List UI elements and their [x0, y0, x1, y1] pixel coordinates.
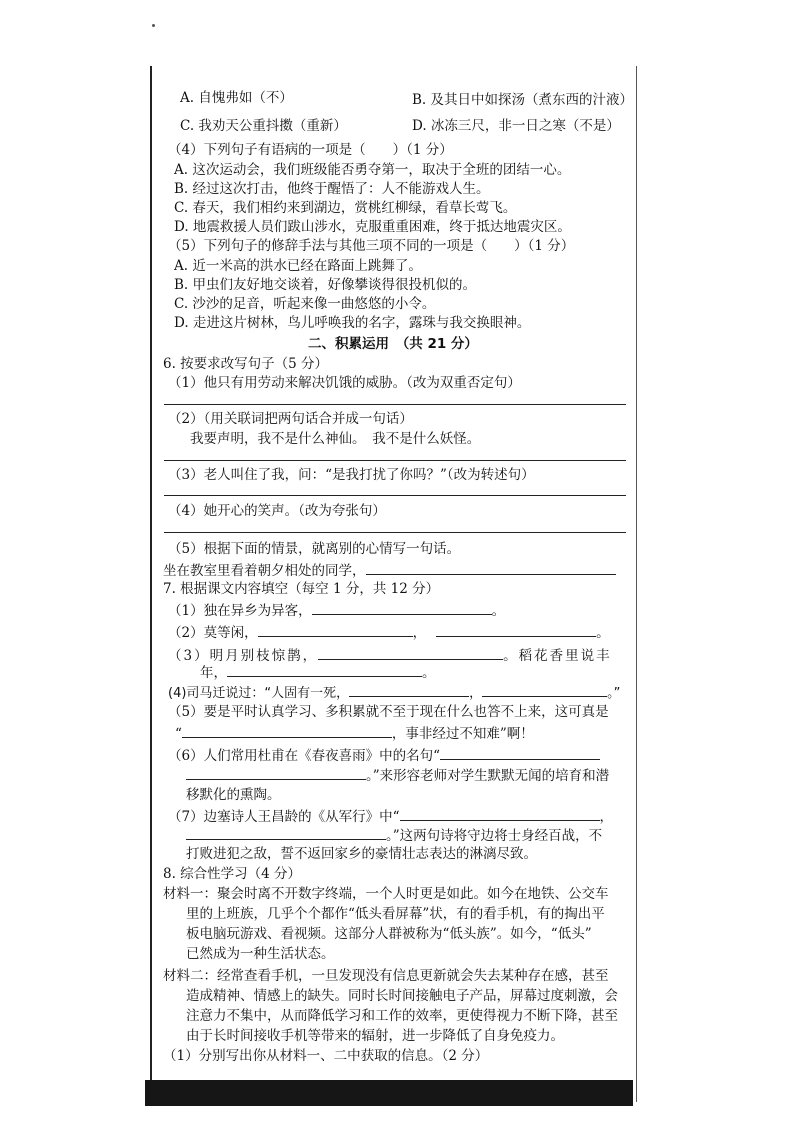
- q6-s5-text-row: [163, 560, 616, 580]
- q7-p6b: 。”来形容老师对学生默默无闻的培育和潜: [366, 768, 610, 784]
- answer-blank[interactable]: [400, 806, 600, 821]
- answer-blank[interactable]: [258, 622, 413, 637]
- q7-p6c: 移默化的熏陶。: [186, 787, 281, 803]
- option-c: C. 我劝天公重抖擞（重新）: [180, 118, 347, 134]
- answer-line[interactable]: [164, 532, 626, 533]
- answer-blank[interactable]: [482, 682, 607, 697]
- q8-s1: （1）分别写出你从材料一、二中获取的信息。（2 分）: [163, 1048, 489, 1064]
- q7-p1-row: （1）独在异乡为异客， 。: [168, 600, 505, 620]
- q7-p7b-row: [186, 825, 602, 845]
- q6-s2-text: 我要声明，我不是什么神仙。 我不是什么妖怪。: [190, 431, 481, 447]
- option-a: A. 自愧弗如（不）: [180, 90, 293, 106]
- q7-p4a: (4)司马迁说过：“人固有一死，: [168, 686, 350, 701]
- q6-s2: （2）（用关联词把两句话合并成一句话）: [168, 411, 413, 427]
- q4-option-d: D. 地震救援人员们跋山涉水，克服重重困难，终于抵达地震灾区。: [174, 219, 571, 235]
- q5-option-d: D. 走进这片树林，鸟儿呼唤我的名字，露珠与我交换眼神。: [174, 315, 531, 331]
- q4-option-b: B. 经过这次打击，他终于醒悟了：人不能游戏人生。: [174, 181, 490, 197]
- q7-title: 7. 根据课文内容填空（每空 1 分，共 12 分）: [163, 581, 440, 597]
- option-b: B. 及其日中如探汤（煮东西的汁液）: [412, 92, 634, 108]
- q8-m1-line2: 里的上班族，几乎个个都作“低头看屏幕”状，有的看手机，有的掏出平: [186, 906, 605, 922]
- q7-p4-row: (4)司马迁说过：“人固有一死， ， 。”: [168, 682, 620, 703]
- q4-option-a: A. 这次运动会，我们班级能否勇夺第一，取决于全班的团结一心。: [174, 162, 571, 178]
- q7-p1: （1）独在异乡为异客，: [168, 603, 312, 619]
- scan-speck: [152, 24, 155, 27]
- q8-m2-line4: 由于长时间接收手机等带来的辐射，进一步降低了自身免疫力。: [186, 1028, 564, 1044]
- q7-p3a: （3）明月别枝惊鹊，: [168, 648, 319, 664]
- answer-blank[interactable]: [436, 622, 596, 637]
- q4-prompt: （4）下列句子有语病的一项是（ ）（1 分）: [168, 142, 453, 158]
- q7-p3c-row: 年， 。: [200, 662, 436, 682]
- q6-s3: （3）老人叫住了我，问：“是我打扰了你吗？”（改为转述句）: [168, 467, 535, 483]
- answer-line[interactable]: [164, 460, 626, 461]
- q6-s4: （4）她开心的笑声。（改为夸张句）: [168, 503, 386, 519]
- q8-m1-line1: 材料一：聚会时离不开数字终端，一个人时更是如此。如今在地铁、公交车: [163, 886, 609, 902]
- q5-prompt: （5）下列句子的修辞手法与其他三项不同的一项是（ ）（1 分）: [168, 238, 575, 254]
- q7-p6a-row: [168, 745, 600, 765]
- answer-blank[interactable]: [227, 662, 422, 677]
- scan-shadow: [145, 1080, 633, 1106]
- q6-s1: （1）他只有用劳动来解决饥饿的威胁。（改为双重否定句）: [168, 375, 521, 391]
- answer-blank[interactable]: [182, 723, 392, 738]
- q7-p5a: （5）要是平时认真学习、多积累就不至于现在什么也答不上来，这可真是: [168, 704, 609, 720]
- q7-p3c: 年，: [200, 665, 227, 681]
- answer-blank[interactable]: [440, 745, 600, 760]
- q8-m2-line2: 造成精神、情感上的缺失。同时长时间接触电子产品，屏幕过度刺激，会: [186, 988, 618, 1004]
- q6-s5: （5）根据下面的情景，就离别的心情写一句话。: [168, 541, 461, 557]
- answer-blank[interactable]: [349, 682, 469, 697]
- q7-p7a: （7）边塞诗人王昌龄的《从军行》中“: [168, 809, 400, 825]
- q7-p5b: ，事非经过不知难”啊！: [391, 726, 534, 742]
- q7-p2: （2）莫等闲，: [168, 625, 258, 641]
- q7-p5b-row: “ ，事非经过不知难”啊！: [175, 723, 534, 743]
- q4-option-c: C. 春天，我们相约来到湖边，赏桃红柳绿，看草长莺飞。: [174, 200, 517, 216]
- answer-blank[interactable]: [186, 765, 366, 780]
- q6-title: 6. 按要求改写句子（5 分）: [163, 356, 329, 372]
- answer-blank[interactable]: [366, 560, 616, 575]
- q7-p6a: （6）人们常用杜甫在《春夜喜雨》中的名句“: [168, 748, 440, 764]
- q7-p7b: 。”这两句诗将守边将士身经百战，不: [386, 828, 603, 844]
- q5-option-b: B. 甲虫们友好地交谈着，好像攀谈得很投机似的。: [174, 277, 477, 293]
- option-d: D. 冰冻三尺，非一日之寒（不是）: [412, 118, 620, 134]
- q7-p2-row: （2）莫等闲， ， 。: [168, 622, 610, 642]
- answer-line[interactable]: [164, 404, 626, 405]
- q8-title: 8. 综合性学习（4 分）: [163, 866, 302, 882]
- q7-p7c: 打败进犯之敌，誓不返回家乡的豪情壮志表达的淋漓尽致。: [186, 846, 537, 862]
- q8-m1-line4: 已然成为一种生活状态。: [186, 946, 335, 962]
- q7-p7a-row: （7）边塞诗人王昌龄的《从军行》中“ ，: [168, 806, 613, 826]
- q5-option-a: A. 近一米高的洪水已经在路面上跳舞了。: [174, 258, 422, 274]
- q8-m2-line1: 材料二：经常查看手机，一旦发现没有信息更新就会失去某种存在感，甚至: [163, 968, 609, 984]
- answer-blank[interactable]: [186, 825, 386, 840]
- q8-m2-line3: 注意力不集中，从而降低学习和工作的效率，更使得视力不断下降，甚至: [186, 1008, 618, 1024]
- q6-s5-text: 坐在教室里看着朝夕相处的同学，: [163, 563, 366, 579]
- answer-line[interactable]: [164, 495, 626, 496]
- q8-m1-line3: 板电脑玩游戏、看视频。这部分人群被称为“低头族”。如今，“低头”: [186, 926, 592, 942]
- answer-blank[interactable]: [312, 600, 492, 615]
- section-title: 二、积累运用 （共 21 分）: [308, 336, 478, 352]
- q7-p3b: 。稻花香里说丰: [503, 648, 612, 664]
- q5-option-c: C. 沙沙的足音，听起来像一曲悠悠的小令。: [174, 296, 436, 312]
- q7-p6b-row: [186, 765, 609, 785]
- answer-blank[interactable]: [318, 645, 503, 660]
